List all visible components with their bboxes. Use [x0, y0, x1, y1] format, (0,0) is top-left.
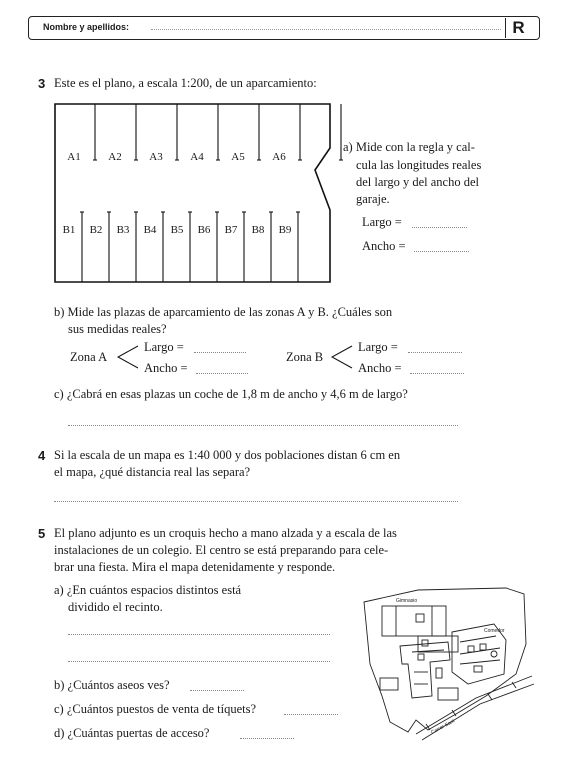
ex5-b-answer[interactable]	[190, 690, 244, 691]
ex5-a-line-1: a) ¿En cuántos espacios distintos está	[54, 583, 242, 597]
stall-label-a: A3	[149, 151, 163, 163]
stall-label-b: B2	[89, 224, 103, 236]
ex3-a-line-3: del largo y del ancho del	[356, 175, 479, 189]
ex5-a-answer-line-1[interactable]	[68, 634, 330, 635]
map-label-canteen: Comedor	[484, 628, 505, 634]
school-sketch-map	[356, 584, 534, 746]
stall-label-a: A1	[67, 151, 81, 163]
stall-label-b: B9	[278, 224, 292, 236]
zone-a-bracket	[116, 342, 146, 372]
zone-a-largo-label: Largo =	[144, 340, 184, 354]
ex5-d-answer[interactable]	[240, 738, 294, 739]
ex5-line-1: El plano adjunto es un croquis hecho a mano alzada y a escala de las	[54, 526, 397, 540]
ex3-a-line-1: a) Mide con la regla y cal-	[343, 140, 475, 154]
ex3-a-line-2: cula las longitudes reales	[356, 158, 482, 172]
zone-b-label: Zona B	[286, 350, 324, 364]
zone-a-label: Zona A	[70, 350, 108, 364]
stall-label-a: A2	[108, 151, 122, 163]
ex3-b-line-2: sus medidas reales?	[68, 322, 167, 336]
stall-label-a: A4	[190, 151, 204, 163]
exercise-3-number: 3	[38, 76, 46, 91]
ex5-c-question: c) ¿Cuántos puestos de venta de tíquets?	[54, 702, 257, 716]
stall-label-b: B6	[197, 224, 211, 236]
zone-a-ancho-label: Ancho =	[144, 361, 188, 375]
ex4-line-2: el mapa, ¿qué distancia real las separa?	[54, 465, 251, 479]
ex5-a-line-2: dividido el recinto.	[68, 600, 163, 614]
stall-label-a: A6	[272, 151, 286, 163]
zone-b-largo-answer[interactable]	[408, 352, 462, 353]
map-label-street: Carrer Sant	[430, 718, 456, 736]
exercise-3-intro: Este es el plano, a escala 1:200, de un aparcamiento:	[54, 76, 317, 90]
level-badge: R	[505, 18, 531, 38]
ex3-c-answer-line[interactable]	[68, 425, 458, 426]
ex3-c-question: c) ¿Cabrá en esas plazas un coche de 1,8 m de ancho y 4,6 m de largo?	[54, 387, 408, 401]
ex5-d-question: d) ¿Cuántas puertas de acceso?	[54, 726, 210, 740]
zone-a-ancho-answer[interactable]	[196, 373, 248, 374]
ex4-line-1: Si la escala de un mapa es 1:40 000 y dos poblaciones distan 6 cm en	[54, 448, 401, 462]
exercise-4-number: 4	[38, 448, 46, 463]
map-label-gym: Gimnasio	[396, 598, 418, 604]
stall-label-b: B3	[116, 224, 130, 236]
stall-label-b: B5	[170, 224, 184, 236]
exercise-5-number: 5	[38, 526, 46, 541]
ex3-a-line-4: garaje.	[356, 192, 390, 206]
ex3-a-largo-answer[interactable]	[412, 227, 467, 228]
zone-b-largo-label: Largo =	[358, 340, 398, 354]
ex3-a-ancho-label: Ancho =	[362, 239, 406, 253]
ex5-line-2: instalaciones de un colegio. El centro se está preparando para cele-	[54, 543, 389, 557]
name-label: Nombre y apellidos:	[43, 22, 130, 32]
stall-label-b: B4	[143, 224, 157, 236]
stall-label-b: B7	[224, 224, 238, 236]
stall-label-b: B1	[62, 224, 76, 236]
ex5-a-answer-line-2[interactable]	[68, 661, 330, 662]
stall-label-b: B8	[251, 224, 265, 236]
ex5-line-3: brar una fiesta. Mira el mapa detenidamente y responde.	[54, 560, 336, 574]
zone-b-ancho-label: Ancho =	[358, 361, 402, 375]
ex3-a-largo-label: Largo =	[362, 215, 402, 229]
name-header	[28, 16, 540, 40]
zone-b-ancho-answer[interactable]	[410, 373, 464, 374]
ex5-c-answer[interactable]	[284, 714, 338, 715]
zone-b-bracket	[330, 342, 360, 372]
ex4-answer-line[interactable]	[54, 501, 458, 502]
ex3-a-ancho-answer[interactable]	[414, 251, 469, 252]
name-line	[151, 29, 501, 30]
ex5-b-question: b) ¿Cuántos aseos ves?	[54, 678, 170, 692]
ex3-b-line-1: b) Mide las plazas de aparcamiento de las zonas A y B. ¿Cuáles son	[54, 305, 393, 319]
stall-label-a: A5	[231, 151, 245, 163]
zone-a-largo-answer[interactable]	[194, 352, 246, 353]
